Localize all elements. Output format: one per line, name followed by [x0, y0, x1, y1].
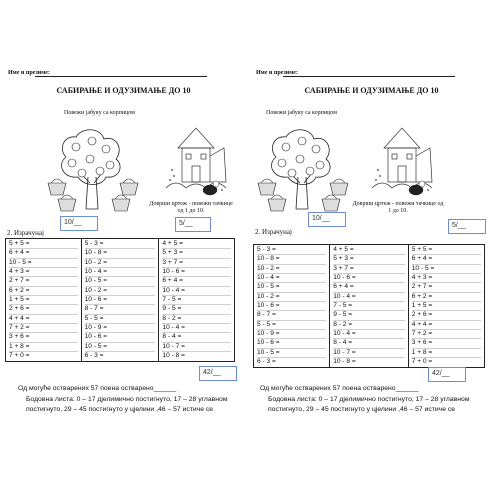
- task1-flowers-instruction: Доврши цртеж - повежи тачкице од 1 до 10.: [149, 201, 233, 214]
- task-item[interactable]: 7 + 0 =: [9, 352, 30, 360]
- column-2: [330, 245, 409, 368]
- task-item[interactable]: 10 - 6 =: [162, 268, 231, 277]
- task-item[interactable]: 9 - 5 =: [162, 305, 231, 314]
- task1-apple-instruction: Повежи јабуку са корпицом: [266, 110, 337, 116]
- task2-title: 2. Израчунај: [255, 228, 292, 236]
- task-item[interactable]: 7 - 5 =: [333, 302, 405, 311]
- scoring-footer: [18, 384, 246, 416]
- task-item[interactable]: 6 + 2 =: [412, 293, 481, 302]
- task-item[interactable]: 10 - 6 =: [257, 302, 326, 311]
- page-title: САБИРАЊЕ И ОДУЗИМАЊЕ ДО 10: [56, 86, 191, 95]
- task-item[interactable]: 1 + 8 =: [412, 349, 481, 358]
- task-item[interactable]: 10 - 6 =: [85, 333, 156, 342]
- footer-scale-line-2: постигнуто, 29 – 45 постигнуто у цјелини ,46 – 57 истиче се: [268, 406, 456, 413]
- task-item[interactable]: 8 - 7 =: [257, 311, 326, 320]
- task-item[interactable]: 10 - 5 =: [412, 265, 481, 274]
- column-2: [81, 239, 159, 362]
- task-item[interactable]: 2 + 6 =: [9, 305, 78, 314]
- task-item[interactable]: 4 + 5 =: [162, 240, 231, 249]
- task-item[interactable]: 3 + 7 =: [162, 259, 231, 268]
- name-label: Име и презиме:: [256, 70, 298, 76]
- task-item[interactable]: 10 - 4 =: [333, 330, 405, 339]
- scoring-footer: [260, 384, 494, 416]
- page-title: САБИРАЊЕ И ОДУЗИМАЊЕ ДО 10: [304, 86, 439, 95]
- apple-tree-illustration: [46, 117, 148, 213]
- task-item[interactable]: 9 - 5 =: [333, 311, 405, 320]
- task-item[interactable]: 4 + 4 =: [9, 315, 78, 324]
- column-3: [408, 245, 484, 368]
- footer-scale-line-1: Бодовна листа: 0 – 17 дјелимично постигнуто, 17 – 28 углавном: [26, 395, 228, 403]
- task-item[interactable]: 5 - 3 =: [257, 246, 326, 255]
- task-item[interactable]: 5 - 5 =: [257, 321, 326, 330]
- task-item[interactable]: 1 + 5 =: [412, 302, 481, 311]
- calculation-table: [253, 244, 485, 368]
- task-item[interactable]: 3 + 6 =: [9, 333, 78, 342]
- task-item[interactable]: 1 + 8 =: [9, 343, 78, 352]
- task-item[interactable]: 10 - 5 =: [257, 283, 326, 292]
- task-item[interactable]: 5 - 3 =: [85, 240, 156, 249]
- task-item[interactable]: 10 - 8 =: [333, 358, 356, 366]
- name-field[interactable]: [256, 70, 298, 76]
- task-item[interactable]: 5 + 5 =: [9, 240, 78, 249]
- footer-points-line: Од могуће остварених 57 поена остварено______: [260, 385, 419, 392]
- task-item[interactable]: 3 + 6 =: [412, 339, 481, 348]
- task-item[interactable]: 6 + 4 =: [412, 255, 481, 264]
- name-field[interactable]: [8, 70, 50, 76]
- flowers-castle-illustration: [366, 118, 438, 204]
- task-item[interactable]: 10 - 8 =: [257, 255, 326, 264]
- task-item[interactable]: 8 - 7 =: [85, 305, 156, 314]
- task-item[interactable]: 7 + 0 =: [411, 358, 433, 366]
- task-item[interactable]: 2 + 7 =: [9, 277, 78, 286]
- task-item[interactable]: 6 + 4 =: [162, 277, 231, 286]
- task1-score-box[interactable]: 10/__: [308, 212, 346, 227]
- task2-title: 2. Израчунај: [7, 229, 44, 237]
- task-item[interactable]: 10 - 4 =: [257, 274, 326, 283]
- apple-tree-illustration: [256, 117, 358, 213]
- task2-score-box[interactable]: 42/__: [199, 366, 237, 381]
- task-item[interactable]: 6 + 4 =: [9, 249, 78, 258]
- task-item[interactable]: 6 - 3 =: [257, 358, 276, 366]
- name-label: Име и презиме:: [8, 70, 50, 76]
- task-item[interactable]: 4 + 5 =: [333, 246, 405, 255]
- task1-flowers-instruction: Доврши цртеж - повежи тачкице од 1 до 10.: [352, 201, 444, 214]
- flowers-castle-illustration: [160, 118, 232, 204]
- task-item[interactable]: 8 - 4 =: [333, 339, 405, 348]
- task-item[interactable]: 10 - 5 =: [257, 349, 326, 358]
- name-underline: [35, 76, 207, 77]
- task-item[interactable]: 10 - 8 =: [162, 352, 185, 360]
- task-item[interactable]: 6 + 4 =: [333, 283, 405, 292]
- task-item[interactable]: 1 + 5 =: [9, 296, 78, 305]
- task-item[interactable]: 10 - 6 =: [85, 296, 156, 305]
- task-item[interactable]: 10 - 5 =: [85, 343, 156, 352]
- column-1: [254, 245, 330, 368]
- task-item[interactable]: 6 - 3 =: [84, 352, 104, 360]
- task-item[interactable]: 10 - 7 =: [333, 349, 405, 358]
- task-item[interactable]: 10 - 7 =: [162, 343, 231, 352]
- footer-scale-line-1: Бодовна листа: 0 – 17 дјелимично постигнуто, 17 – 28 углавном: [268, 395, 470, 403]
- task-item[interactable]: 5 + 5 =: [412, 246, 481, 255]
- task-item[interactable]: 8 - 2 =: [333, 321, 405, 330]
- task-item[interactable]: 2 + 7 =: [412, 283, 481, 292]
- task-item[interactable]: 3 + 7 =: [333, 265, 405, 274]
- task-item[interactable]: 5 - 5 =: [85, 315, 156, 324]
- task-item[interactable]: 10 - 6 =: [257, 339, 326, 348]
- task-item[interactable]: 10 - 2 =: [85, 287, 156, 296]
- task-item[interactable]: 2 + 6 =: [412, 311, 481, 320]
- name-underline: [283, 76, 455, 77]
- task-item[interactable]: 4 + 4 =: [412, 321, 481, 330]
- task-item[interactable]: 8 - 2 =: [162, 315, 231, 324]
- task1-score-box[interactable]: 10/__: [60, 216, 98, 231]
- task-item[interactable]: 4 + 3 =: [412, 274, 481, 283]
- task2-score-box[interactable]: 42/__: [428, 367, 466, 382]
- task-item[interactable]: 7 + 2 =: [9, 324, 78, 333]
- task-item[interactable]: 10 - 4 =: [162, 287, 231, 296]
- task-item[interactable]: 10 - 4 =: [162, 324, 231, 333]
- worksheet-left: [0, 0, 247, 495]
- task-item[interactable]: 10 - 2 =: [257, 265, 326, 274]
- task-item[interactable]: 10 - 2 =: [85, 259, 156, 268]
- task-item[interactable]: 10 - 8 =: [85, 249, 156, 258]
- task1-apple-instruction: Повежи јабуку са корпицом: [64, 110, 135, 116]
- task-item[interactable]: 10 - 4 =: [85, 268, 156, 277]
- task-item[interactable]: 4 + 3 =: [9, 268, 78, 277]
- task-item[interactable]: 10 - 4 =: [333, 293, 405, 302]
- calculation-table: [5, 238, 235, 362]
- task-item[interactable]: 7 + 2 =: [412, 330, 481, 339]
- footer-points-line: Од могуће остварених 57 поена остварено______: [18, 385, 177, 392]
- footer-scale-line-2: постигнуто, 29 – 45 постигнуто у цјелини ,46 – 57 истиче се: [26, 406, 214, 413]
- task-item[interactable]: 10 - 5 =: [85, 277, 156, 286]
- task-item[interactable]: 10 - 5 =: [9, 259, 78, 268]
- column-3: [159, 239, 235, 362]
- task-item[interactable]: 10 - 9 =: [257, 330, 326, 339]
- task-item[interactable]: 5 + 3 =: [333, 255, 405, 264]
- task1b-score-box[interactable]: 5/__: [175, 217, 211, 232]
- task-item[interactable]: 10 - 6 =: [333, 274, 405, 283]
- task-item[interactable]: 10 - 9 =: [85, 324, 156, 333]
- task-item[interactable]: 8 - 4 =: [162, 333, 231, 342]
- task-item[interactable]: 10 - 2 =: [257, 293, 326, 302]
- column-1: [6, 239, 82, 362]
- task1b-score-box[interactable]: 5/__: [448, 219, 486, 234]
- task-item[interactable]: 5 + 3 =: [162, 249, 231, 258]
- worksheet-right: [248, 0, 495, 495]
- task-item[interactable]: 6 + 2 =: [9, 287, 78, 296]
- task-item[interactable]: 7 - 5 =: [162, 296, 231, 305]
